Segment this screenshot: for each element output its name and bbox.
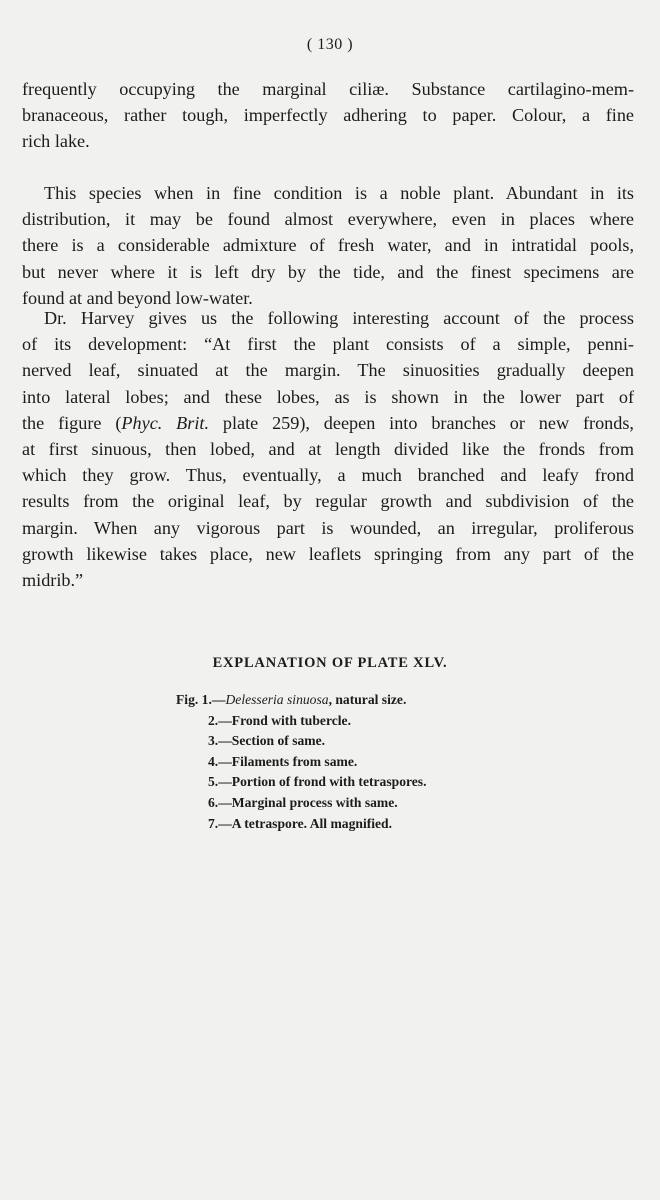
text-line: there is a considerable admixture of fresh water, and in intratidal pools, [22, 235, 634, 256]
text-line: This species when in fine condition is a noble plant. Abundant in its [44, 183, 634, 203]
figure-caption: Marginal process with same. [231, 794, 398, 810]
text-line: results from the original leaf, by regular growth and subdivision of the [22, 491, 634, 512]
page-number: ( 130 ) [306, 36, 354, 53]
figure-caption: Portion of frond with tetraspores. [231, 774, 427, 790]
figure-label: 6.— [208, 794, 232, 810]
text-segment: plate 259), deepen into branches or new fronds, [209, 412, 634, 433]
text-line: midrib.” [22, 570, 84, 591]
text-line: of its development: “At first the plant consists of a simple, penni- [22, 334, 634, 355]
figure-caption: Section of same. [231, 733, 326, 749]
figure-item [176, 731, 427, 752]
citation-title: Phyc. Brit. [121, 412, 210, 433]
text-line-with-citation [22, 410, 634, 436]
figure-label: 4.— [208, 753, 232, 769]
text-line: frequently occupying the marginal ciliæ. Substance cartilagino-mem- [22, 79, 634, 99]
text-line: Dr. Harvey gives us the following interesting account of the process [44, 308, 634, 328]
figure-item [176, 752, 427, 773]
text-line: branaceous, rather tough, imperfectly adhering to paper. Colour, a fine [22, 105, 634, 126]
figure-label: 2.— [208, 712, 232, 728]
paragraph-2 [22, 180, 634, 311]
figure-caption: , natural size. [328, 692, 407, 707]
text-line: which they grow. Thus, eventually, a much branched and leafy frond [22, 465, 634, 486]
text-segment: the figure ( [22, 412, 122, 433]
figure-list [176, 690, 427, 834]
plate-explanation-heading: EXPLANATION OF PLATE XLV. [212, 655, 448, 671]
text-line: but never where it is left dry by the tide, and the finest specimens are [22, 261, 634, 282]
species-name: Delesseria sinuosa [225, 692, 329, 707]
paragraph-3 [22, 305, 634, 593]
figure-item [176, 772, 427, 793]
figure-item [176, 690, 427, 711]
text-line: nerved leaf, sinuated at the margin. The sinuosities gradually deepen [22, 360, 634, 381]
figure-caption: A tetraspore. All magnified. [231, 815, 393, 831]
text-line: margin. When any vigorous part is wounded, an irregular, proliferous [22, 517, 634, 538]
text-line: found at and beyond low-water. [22, 287, 253, 308]
text-line: rich lake. [22, 131, 90, 152]
figure-item [176, 793, 427, 814]
text-line: growth likewise takes place, new leaflets springing from any part of the [22, 543, 634, 564]
figure-item [176, 711, 427, 732]
text-line: into lateral lobes; and these lobes, as is shown in the lower part of [22, 386, 634, 407]
figure-label: 7.— [208, 815, 232, 831]
figure-caption: Frond with tubercle. [231, 712, 351, 728]
text-line: at first sinuous, then lobed, and at length divided like the fronds from [22, 439, 634, 460]
text-line: distribution, it may be found almost everywhere, even in places where [22, 209, 634, 230]
figure-item [176, 814, 427, 835]
paragraph-1 [22, 76, 634, 155]
figure-caption: Filaments from same. [231, 753, 358, 769]
figure-label: Fig. 1.— [176, 692, 226, 707]
figure-label: 3.— [208, 733, 232, 749]
figure-label: 5.— [208, 774, 232, 790]
